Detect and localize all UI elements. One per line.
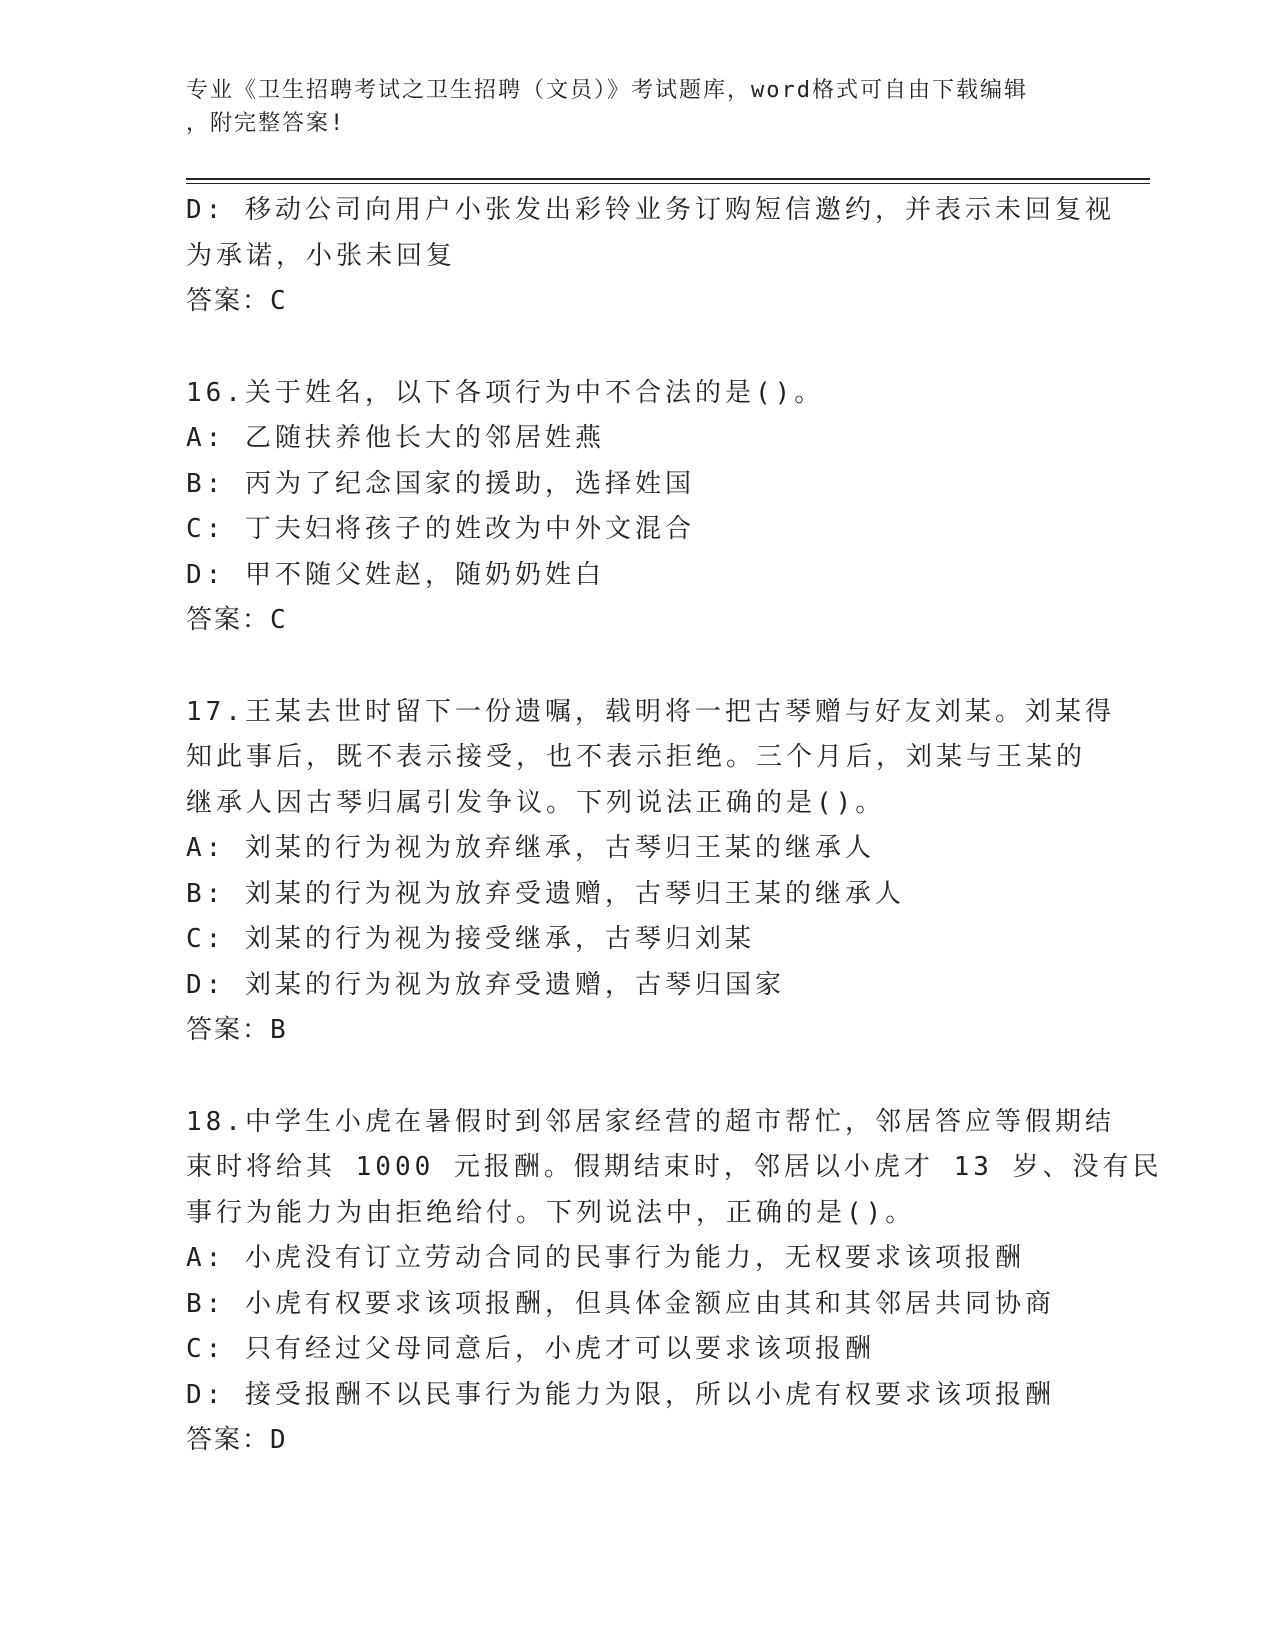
- question-text: 18.中学生小虎在暑假时到邻居家经营的超市帮忙，邻居答应等假期结: [186, 1106, 1115, 1137]
- option-c: C: 刘某的行为视为接受继承，古琴归刘某: [186, 924, 755, 954]
- option-d: D: 接受报酬不以民事行为能力为限，所以小虎有权要求该项报酬: [186, 1379, 1055, 1410]
- page-header: [186, 74, 1066, 140]
- spacer: [186, 644, 1086, 690]
- option-b: B: 小虎有权要求该项报酬，但具体金额应由其和其邻居共同协商: [186, 1288, 1055, 1319]
- answer-text: 答案：D: [186, 1425, 288, 1455]
- question-text-continuation: 事行为能力为由拒绝给付。下列说法中，正确的是()。: [186, 1197, 916, 1228]
- spacer: [186, 1054, 1086, 1100]
- answer-text: 答案：B: [186, 1015, 288, 1045]
- answer-text: 答案：C: [186, 286, 288, 316]
- question-text-continuation: 束时将给其 1000 元报酬。假期结束时，邻居以小虎才 13 岁、没有民: [186, 1152, 1163, 1182]
- question-18: [186, 1100, 1163, 1464]
- question-15-tail: [186, 188, 1115, 325]
- option-b: B: 丙为了纪念国家的援助，选择姓国: [186, 468, 695, 499]
- header-divider-thin: [186, 183, 1150, 184]
- question-text-continuation: 知此事后，既不表示接受，也不表示拒绝。三个月后，刘某与王某的: [186, 742, 1087, 772]
- question-text-continuation: 继承人因古琴归属引发争议。下列说法正确的是()。: [186, 787, 886, 818]
- option-a: A: 刘某的行为视为放弃继承，古琴归王某的继承人: [186, 833, 875, 863]
- option-d-continuation: 为承诺，小张未回复: [186, 240, 457, 271]
- header-title-line: 专业《卫生招聘考试之卫生招聘（文员）》考试题库，word格式可自由下载编辑: [186, 78, 1028, 103]
- option-a: A: 小虎没有订立劳动合同的民事行为能力，无权要求该项报酬: [186, 1243, 1025, 1273]
- option-b: B: 刘某的行为视为放弃受遗赠，古琴归王某的继承人: [186, 878, 905, 909]
- option-d: D: 甲不随父姓赵，随奶奶姓白: [186, 559, 605, 590]
- option-a: A: 乙随扶养他长大的邻居姓燕: [186, 423, 605, 453]
- question-list: [186, 188, 1163, 1464]
- spacer: [186, 325, 1086, 371]
- answer-text: 答案：C: [186, 605, 288, 635]
- option-c: C: 丁夫妇将孩子的姓改为中外文混合: [186, 514, 695, 544]
- header-divider-thick: [186, 178, 1150, 180]
- question-17: [186, 690, 1115, 1054]
- header-title-continuation: ，附完整答案!: [186, 111, 346, 136]
- option-c: C: 只有经过父母同意后，小虎才可以要求该项报酬: [186, 1334, 875, 1364]
- option-d: D: 刘某的行为视为放弃受遗赠，古琴归国家: [186, 969, 785, 1000]
- question-text: 16.关于姓名，以下各项行为中不合法的是()。: [186, 377, 825, 408]
- question-16: [186, 371, 1086, 644]
- option-d: D: 移动公司向用户小张发出彩铃业务订购短信邀约，并表示未回复视: [186, 195, 1115, 225]
- question-text: 17.王某去世时留下一份遗嘱，载明将一把古琴赠与好友刘某。刘某得: [186, 696, 1115, 727]
